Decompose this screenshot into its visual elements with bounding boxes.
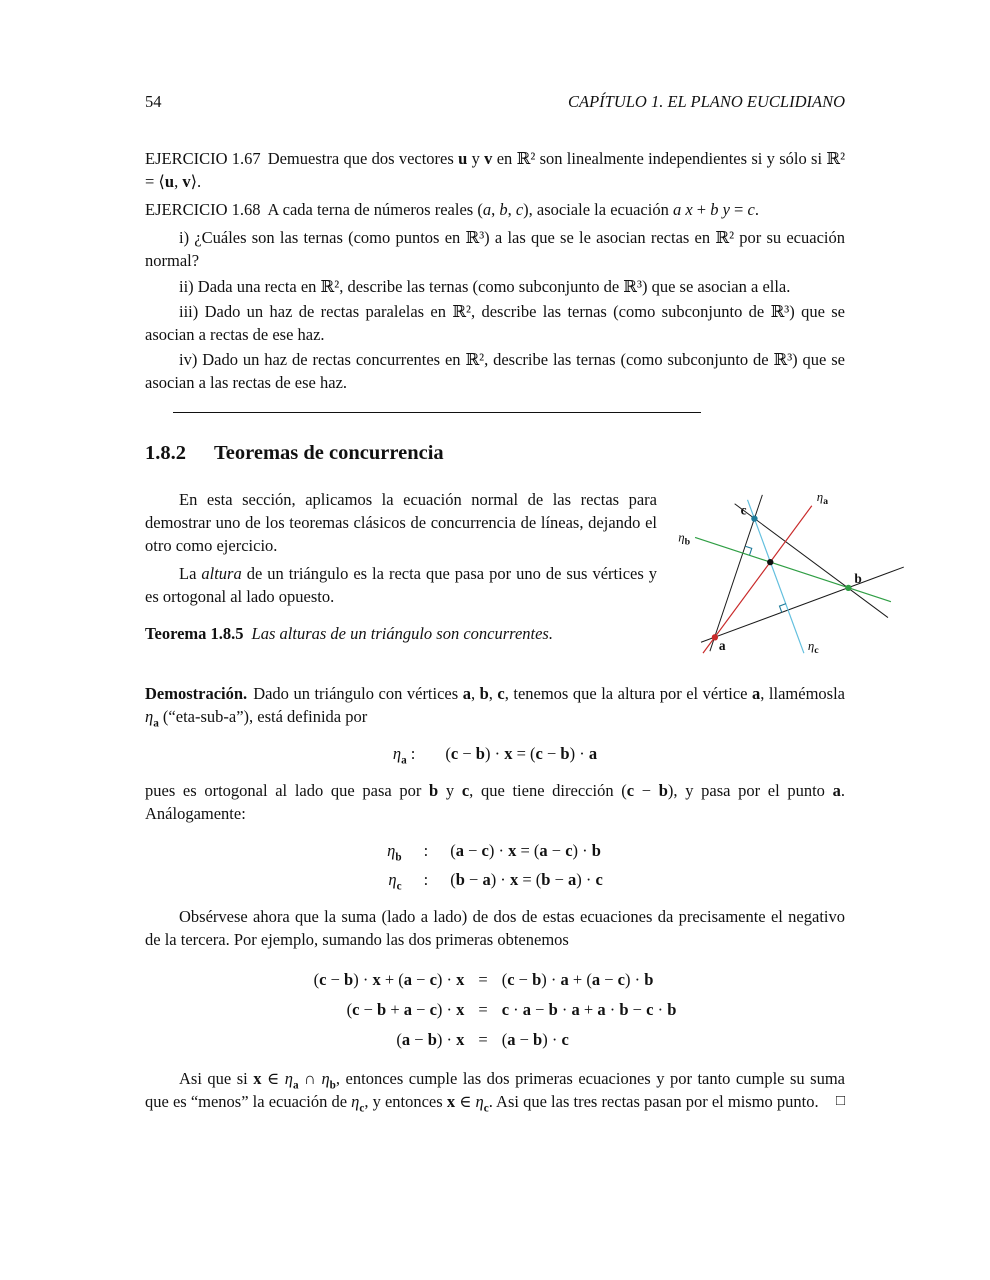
vertex-b-point (845, 584, 851, 590)
proof-text-4: Asi que si x ∈ $\eta_a$ ∩ $\eta_b$, entonces cumple las dos primeras ecuaciones y por tanto cumple su suma que es “menos” la ecuación de $\eta_c$, y entonces x ∈ $\eta_c$. Asi que las tres rectas pasan por el mismo punto. (145, 1068, 846, 1115)
theorem-label: Teorema 1.8.5 (145, 624, 244, 644)
equation-relation: = (478, 969, 488, 989)
equation-label: $\eta_a$ : (392, 743, 416, 767)
vertex-a-label: a (718, 637, 726, 653)
text-block (145, 0, 862, 1118)
section-heading (145, 439, 845, 468)
equation-relation: : (423, 870, 429, 890)
triangle-altitudes-figure (675, 484, 913, 667)
exercise-item-iv: iv) Dado un haz de rectas concurrentes en ℝ², describe las ternas (como subconjunto de ℝ³) que se asocian a las rectas de ese haz. (145, 349, 845, 392)
exercise-item-ii: ii) Dada una recta en ℝ², describe las ternas (como subconjunto de ℝ³) que se asocian a ella. (179, 276, 791, 296)
vertex-c-label: c (740, 502, 747, 518)
exercise-label: EJERCICIO 1.67 (145, 149, 261, 169)
eta-b-label: $\eta_b$ (678, 530, 691, 548)
equation-lhs: (c − b + a − c) · x (346, 999, 465, 1019)
theorem-text: Las alturas de un triángulo son concurrentes. (251, 624, 553, 644)
section-title: Teoremas de concurrencia (214, 442, 444, 465)
exercise-text: Demuestra que dos vectores u y v en ℝ² son linealmente independientes si y sólo si ℝ² = ⟨u, v⟩. (145, 149, 846, 192)
vertex-a-point (712, 634, 718, 640)
equation-body: (a − c) · x = (a − c) · b (450, 841, 601, 861)
section-number: 1.8.2 (145, 442, 186, 465)
qed-symbol: □ (835, 1093, 845, 1110)
equation-eta-a (145, 742, 845, 765)
equation-rhs: (a − b) · c (501, 1029, 569, 1049)
proof-label: Demostración. (145, 683, 248, 703)
chapter-running-title: CAPÍTULO 1. EL PLANO EUCLIDIANO (567, 92, 845, 111)
equation-body: (c − b) · x = (c − b) · a (445, 743, 598, 763)
exercise-item-iii: iii) Dado un haz de rectas paralelas en ℝ², describe las ternas (como subconjunto de ℝ³) que se asocian a rectas de ese haz. (145, 301, 845, 344)
equation-label: $\eta_c$ (388, 870, 402, 893)
separator-rule (173, 412, 701, 413)
orthocenter-point (767, 559, 773, 565)
equation-relation: = (478, 999, 488, 1019)
equation-relation: : (423, 841, 429, 861)
equation-body: (b − a) · x = (b − a) · c (450, 870, 603, 890)
page-header (145, 90, 845, 113)
equation-relation: = (478, 1029, 488, 1049)
equations-eta-b-c (145, 839, 845, 891)
equation-label: $\eta_b$ (387, 841, 402, 864)
eta-a-label: $\eta_a$ (816, 489, 829, 507)
equation-rhs: (c − b) · a + (a − c) · b (501, 969, 654, 989)
equation-rhs: c · a − b · a + a · b − c · b (501, 999, 677, 1019)
equation-lhs: (c − b) · x + (a − c) · x (313, 969, 465, 989)
exercise-label: EJERCICIO 1.68 (145, 200, 261, 220)
section-paragraph-1: En esta sección, aplicamos la ecuación normal de las rectas para demostrar uno de los teoremas clásicos de concurrencia de líneas, dejando el otro como ejercicio. (145, 489, 657, 555)
side-cb (735, 504, 888, 618)
exercise-text: A cada terna de números reales (a, b, c), asociale la ecuación a x + b y = c. (267, 200, 759, 220)
equation-derivation (145, 968, 845, 1051)
side-ab (701, 567, 904, 642)
vertex-b-label: b (854, 570, 862, 586)
equation-lhs: (a − b) · x (396, 1029, 465, 1049)
page-number: 54 (145, 92, 162, 111)
theorem-statement (145, 622, 705, 645)
exercise-1-67 (145, 147, 845, 193)
altitude-from-c (748, 500, 804, 653)
vertex-c-point (751, 515, 757, 521)
exercise-item-i: i) ¿Cuáles son las ternas (como puntos en ℝ³) a las que se le asocian rectas en ℝ² por su ecuación normal? (145, 228, 845, 271)
proof-paragraph-3: Obsérvese ahora que la suma (lado a lado) de dos de estas ecuaciones da precisamente el negativo de la tercera. Por ejemplo, sumando las dos primeras obtenemos (145, 907, 845, 950)
exercise-1-68 (145, 198, 845, 221)
eta-c-label: $\eta_c$ (807, 638, 819, 656)
proof-paragraph-1 (145, 682, 845, 728)
proof-text-1: Dado un triángulo con vértices a, b, c, tenemos que la altura por el vértice a, llamémosla $\eta_a$ (“eta-sub-a”), está definida por (145, 683, 845, 730)
proof-paragraph-2: pues es ortogonal al lado que pasa por b y c, que tiene dirección (c − b), y pasa por el punto a. Análogamente: (145, 781, 845, 824)
proof-paragraph-4 (145, 1067, 845, 1113)
section-body (145, 488, 862, 666)
section-paragraph-2: La altura de un triángulo es la recta que pasa por uno de sus vértices y es ortogonal al lado opuesto. (145, 564, 657, 607)
